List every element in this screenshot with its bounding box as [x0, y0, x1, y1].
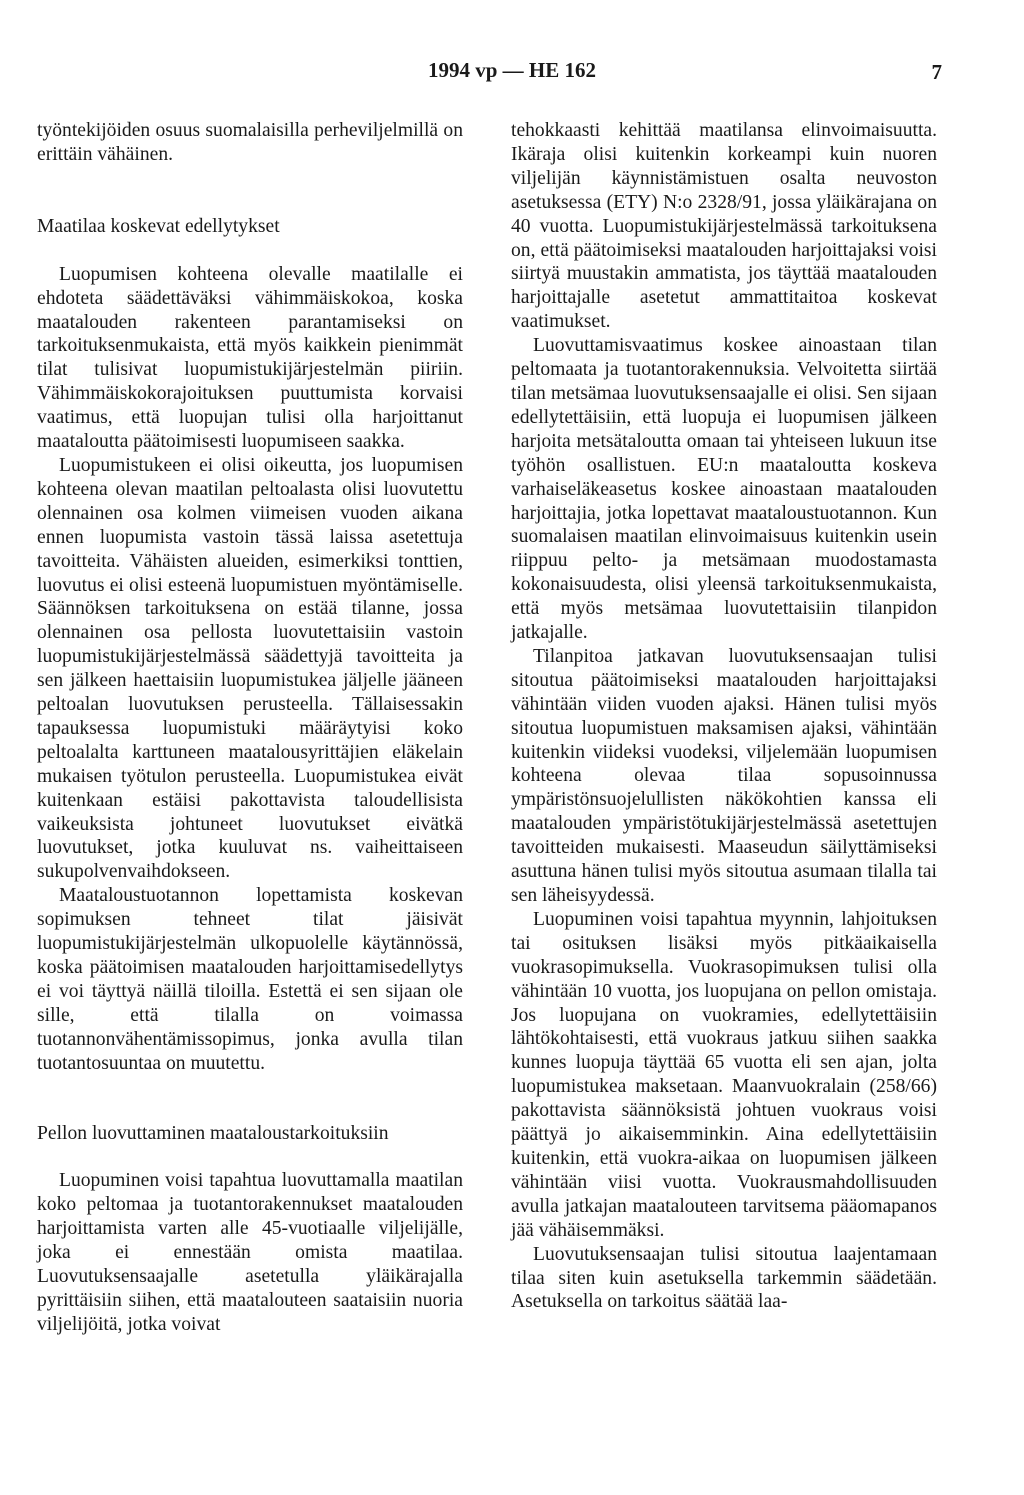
- paragraph: Luopuminen voisi tapahtua luovuttamalla maatilan koko peltomaa ja tuotantorakennukset maatalouden harjoittamista varten alle 45-vuotiaalle viljelijälle, joka ei ennestään omista maatilaa. Luovutuksensaajalle asetetulla yläikärajalla pyrittäisiin siihen, että maatalouteen saataisiin nuoria viljelijöitä, jotka voivat: [37, 1170, 463, 1335]
- left-column: [37, 119, 463, 1337]
- page-number: 7: [931, 60, 942, 84]
- paragraph: tehokkaasti kehittää maatilansa elinvoimaisuutta. Ikäraja olisi kuitenkin korkeampi kuin nuoren viljelijän käynnistämistuen osalta neuvoston asetuksessa (ETY) N:o 2328/91, jossa yläikärajana on 40 vuotta. Luopumistukijärjestelmässä tarkoituksena on, että päätoimiseksi maatalouden harjoittajaksi voisi siirtyä muustakin ammatista, jos täyttää maatalouden harjoittajalle asetetut ammattitaitoa koskevat vaatimukset.: [511, 120, 937, 333]
- paragraph: työntekijöiden osuus suomalaisilla perheviljelmillä on erittäin vähäinen.: [37, 120, 463, 165]
- right-column: [511, 119, 937, 1314]
- paragraph: Luopumistukeen ei olisi oikeutta, jos luopumisen kohteena olevan maatilan peltoalasta olisi luovutettu olennainen osa kolmen viimeisen vuoden aikana ennen luopumista vastoin tässä laissa asetettuja tavoitteita. Vähäisten alueiden, esimerkiksi tonttien, luovutus ei olisi esteenä luopumistuen myöntämiselle. Säännöksen tarkoituksena on estää tilanne, jossa olennainen osa pellosta luovutettaisiin vastoin luopumistukijärjestelmässä säädettyjä tavoitteita ja sen jälkeen haettaisiin luopumistukea jäljelle jääneen peltoalan luovutuksen perusteella. Tällaisessakin tapauksessa luopumistuki määräytyisi koko peltoalalta karttuneen maatalousyrittäjien eläkelain mukaisen työtulon perusteella. Luopumistukea eivät kuitenkaan estäisi pakottavista taloudellisista vaikeuksista johtuneet luovutukset eivätkä luovutukset, jotka kuuluvat ns. vaiheittaiseen sukupolvenvaihdokseen.: [37, 454, 463, 883]
- page-header: [0, 58, 1024, 88]
- section-heading: Pellon luovuttaminen maataloustarkoituksiin: [37, 1122, 389, 1144]
- paragraph: Maataloustuotannon lopettamista koskevan sopimuksen tehneet tilat jäisivät luopumistukijärjestelmän ulkopuolelle käytännössä, koska päätoimisen maatalouden harjoittamisedellytys ei voi täyttyä näillä tiloilla. Estettä ei sen sijaan ole sille, että tilalla on voimassa tuotannonvähentämissopimus, jonka avulla tilan tuotantosuuntaa on muutettu.: [37, 885, 463, 1074]
- document-reference: 1994 vp — HE 162: [427, 58, 597, 82]
- section-heading: Maatilaa koskevat edellytykset: [37, 215, 280, 237]
- paragraph: Luopumisen kohteena olevalle maatilalle ei ehdoteta säädettäväksi vähimmäiskokoa, koska maatalouden rakenteen parantamiseksi on tarkoituksenmukaista, että myös kaikkein pienimmät tilat tulisivat luopumistukijärjestelmän piiriin. Vähimmäiskokorajoituksen puuttumista korvaisi vaatimus, että luopujan tulisi olla harjoittanut maataloutta päätoimisesti luopumiseen saakka.: [37, 263, 463, 453]
- paragraph: Luopuminen voisi tapahtua myynnin, lahjoituksen tai osituksen lisäksi myös pitkäaikaisella vuokrasopimuksella. Vuokrasopimuksen tulisi olla vähintään 10 vuotta, jos luopujana on pellon omistaja. Jos luopujana on vuokramies, edellytettäisiin lähtökohtaisesti, että vuokraus jatkuu siihen saakka kunnes luopuja täyttää 65 vuotta eli sen ajan, jolta luopumistukea maksetaan. Maanvuokralain (258/66) pakottavista säännöksistä johtuen vuokraus voisi päättyä jo aikaisemminkin. Aina edellytettäisiin kuitenkin, että vuokra-aikaa on luopumisen jälkeen vähintään viisi vuotta. Vuokrausmahdollisuuden avulla jatkajan maatalouteen tarvitsema pääomapanos jää vähäisemmäksi.: [511, 908, 937, 1241]
- paragraph: Luovuttamisvaatimus koskee ainoastaan tilan peltomaata ja tuotantorakennuksia. Velvoitetta siirtää tilan metsämaa luovutuksensaajalle ei olisi. Sen sijaan edellytettäisiin, että luopuja ei luopumisen jälkeen harjoita metsätaloutta omaan tai yhteiseen lukuun itse työhön osallistuen. EU:n maataloutta koskeva varhaiseläkeasetus koskee ainoastaan maatalouden harjoittajia, jotka lopettavat maataloustuotannon. Kun suomalaisen maatilan elinvoimaisuus kuitenkin usein riippuu pelto- ja metsämaan muodostamasta kokonaisuudesta, olisi yleensä tarkoituksenmukaista, että myös metsämaa luovutettaisiin tilanpidon jatkajalle.: [511, 335, 937, 644]
- paragraph: Tilanpitoa jatkavan luovutuksensaajan tulisi sitoutua päätoimiseksi maatalouden harjoittajaksi vähintään viiden vuoden ajaksi. Hänen tulisi myös sitoutua luopumistuen maksamisen ajaksi, vähintään kuitenkin viideksi vuodeksi, viljelemään luopumisen kohteena olevaa tilaa sopusoinnussa ympäristönsuojelullisten näkökohtien kanssa eli maatalouden ympäristötukijärjestelmässä asetettujen tavoitteiden mukaisesti. Maaseudun säilyttämiseksi asuttuna hänen tulisi myös sitoutua asumaan tilalla tai sen läheisyydessä.: [511, 645, 937, 906]
- paragraph: Luovutuksensaajan tulisi sitoutua laajentamaan tilaa siten kuin asetuksella tarkemmin säädetään. Asetuksella on tarkoitus säätää laa-: [511, 1243, 937, 1313]
